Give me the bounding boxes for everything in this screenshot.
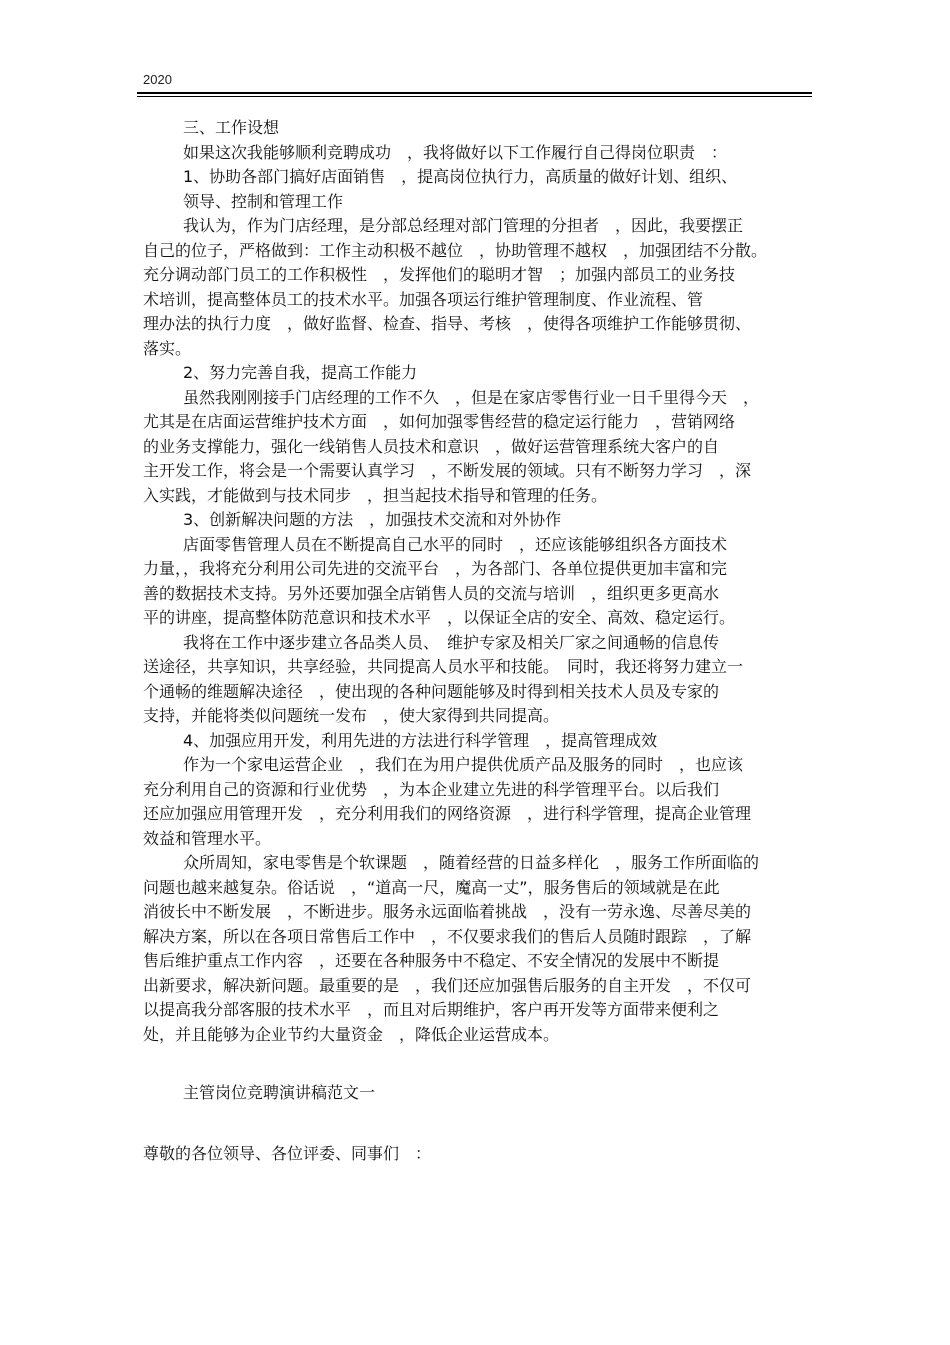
text-line: 我将在工作中逐步建立各品类人员、 维护专家及相关厂家之间通畅的信息传	[183, 632, 720, 652]
text-line: 主开发工作，将会是一个需要认真学习 ，不断发展的领域。只有不断努力学习 ，深	[143, 461, 752, 480]
text-line: 还应加强应用管理开发 ，充分利用我们的网络资源 ，进行科学管理，提高企业管理	[143, 804, 752, 823]
text-line: 入实践，才能做到与技术同步 ，担当起技术指导和管理的任务。	[143, 485, 608, 505]
text-line: 充分利用自己的资源和行业优势 ，为本企业建立先进的科学管理平台。以后我们	[143, 779, 720, 799]
text-line: 2、努力完善自我，提高工作能力	[183, 363, 418, 382]
text-line: 我认为，作为门店经理，是分部总经理对部门管理的分担者 ，因此，我要摆正	[183, 216, 744, 235]
text-line: 1、协助各部门搞好店面销售 ，提高岗位执行力，高质量的做好计划、组织、	[183, 167, 738, 186]
header-rule-thick	[137, 92, 812, 94]
document-body	[143, 116, 813, 1166]
text-line: 店面零售管理人员在不断提高自己水平的同时 ，还应该能够组织各方面技术	[183, 534, 728, 554]
text-line: 如果这次我能够顺利竞聘成功 ，我将做好以下工作履行自己得岗位职责 ：	[183, 142, 728, 162]
text-line: 领导、控制和管理工作	[183, 191, 344, 211]
text-line: 问题也越来越复杂。俗话说 ，“道高一尺，魔高一丈”，服务售后的领域就是在此	[143, 877, 720, 897]
text-line: 术培训，提高整体员工的技术水平。加强各项运行维护管理制度、作业流程、管	[143, 289, 704, 309]
text-line: 4、加强应用开发，利用先进的方法进行科学管理 ，提高管理成效	[183, 730, 658, 750]
text-line: 解决方案，所以在各项日常售后工作中 ，不仅要求我们的售后人员随时跟踪 ，了解	[143, 926, 752, 946]
text-line: 送途径，共享知识，共享经验，共同提高人员水平和技能。 同时，我还将努力建立一	[143, 657, 744, 676]
text-line: 处，并且能够为企业节约大量资金 ，降低企业运营成本。	[143, 1024, 560, 1044]
text-line: 虽然我刚刚接手门店经理的工作不久 ，但是在家店零售行业一日千里得今天 ，	[183, 387, 760, 407]
text-line: 理办法的执行力度 ，做好监督、检查、指导、考核 ，使得各项维护工作能够贯彻、	[143, 314, 752, 333]
text-line: 力量，，我将充分利用公司先进的交流平台 ，为各部门、各单位提供更加丰富和完	[143, 559, 728, 578]
spacer	[143, 1047, 813, 1081]
text-line: 尤其是在店面运营维护技术方面 ，如何加强零售经营的稳定运行能力 ，营销网络	[143, 412, 736, 431]
paragraph-lines	[143, 116, 813, 1047]
text-line: 3、创新解决问题的方法 ，加强技术交流和对外协作	[183, 510, 562, 529]
section-title: 主管岗位竞聘演讲稿范文一	[183, 1083, 376, 1102]
text-line: 充分调动部门员工的工作积极性 ，发挥他们的聪明才智 ；加强内部员工的业务技	[143, 265, 736, 284]
text-line: 三、工作设想	[183, 118, 280, 137]
text-line: 消彼长中不断发展 ，不断进步。服务永远面临着挑战 ，没有一劳永逸、尽善尽美的	[143, 902, 752, 921]
text-line: 善的数据技术支持。另外还要加强全店销售人员的交流与培训 ，组织更多更高水	[143, 583, 720, 603]
text-line: 出新要求，解决新问题。最重要的是 ，我们还应加强售后服务的自主开发 ，不仅可	[143, 975, 752, 995]
text-line: 自己的位子，严格做到：工作主动积极不越位 ，协助管理不越权 ，加强团结不分散。	[143, 240, 768, 260]
text-line: 售后维护重点工作内容 ，还要在各种服务中不稳定、不安全情况的发展中不断提	[143, 951, 720, 970]
salutation: 尊敬的各位领导、各位评委、同事们 ：	[143, 1143, 432, 1163]
text-line: 落实。	[143, 338, 192, 358]
text-line: 平的讲座，提高整体防范意识和技术水平 ，以保证全店的安全、高效、稳定运行。	[143, 608, 736, 627]
text-line: 的业务支撑能力，强化一线销售人员技术和意识 ，做好运营管理系统大客户的自	[143, 436, 720, 456]
text-line: 众所周知，家电零售是个软课题 ，随着经营的日益多样化 ，服务工作所面临的	[183, 853, 760, 872]
header-rule-thin	[137, 96, 812, 97]
text-line: 以提高我分部客服的技术水平 ，而且对后期维护，客户再开发等方面带来便利之	[143, 1000, 720, 1019]
text-line: 支持，并能将类似问题统一发布 ，使大家得到共同提高。	[143, 706, 560, 725]
text-line: 作为一个家电运营企业 ，我们在为用户提供优质产品及服务的同时 ，也应该	[183, 755, 744, 774]
text-line: 效益和管理水平。	[143, 828, 272, 848]
spacer	[143, 1106, 813, 1142]
header-year: 2020	[143, 72, 172, 87]
text-line: 个通畅的维题解决途径 ，使出现的各种问题能够及时得到相关技术人员及专家的	[143, 681, 720, 701]
